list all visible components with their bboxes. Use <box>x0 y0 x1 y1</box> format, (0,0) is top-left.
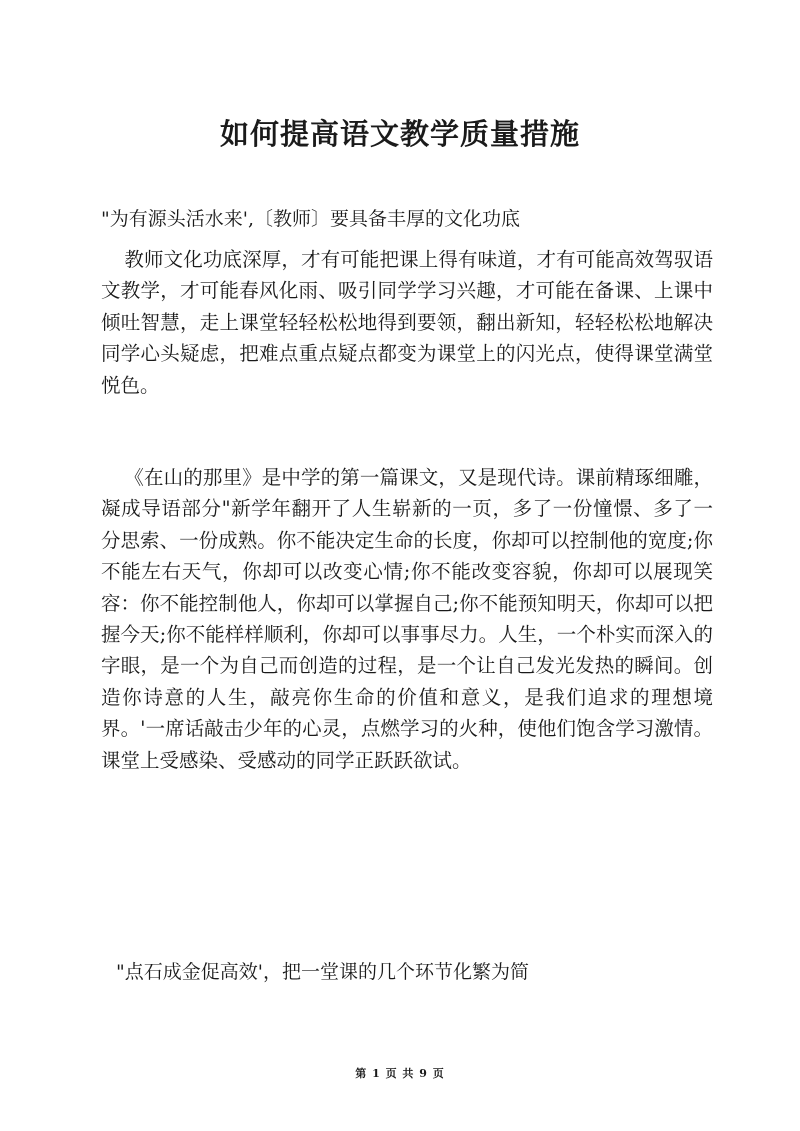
section-heading-teacher-culture: "为有源头活水来',〔教师〕要具备丰厚的文化功底 <box>101 208 521 230</box>
section-heading-efficiency: "点石成金促高效'，把一堂课的几个环节化繁为简 <box>116 961 529 983</box>
page-number-footer: 第 1 页 共 9 页 <box>355 1067 445 1080</box>
paragraph-teacher-culture: 教师文化功底深厚，才有可能把课上得有味道，才有可能高效驾驭语文教学，才可能春风化雨、吸引同学学习兴趣，才可能在备课、上课中倾吐智慧，走上课堂轻轻松松地得到要领，翻出新知，轻轻松松地解决同学心头疑虑，把难点重点疑点都变为课堂上的闪光点，使得课堂满堂悦色。 <box>101 248 713 397</box>
document-title: 如何提高语文教学质量措施 <box>219 117 580 151</box>
paragraph-lesson-example: 《在山的那里》是中学的第一篇课文，又是现代诗。课前精琢细雕，凝成导语部分"新学年翻开了人生崭新的一页，多了一份憧憬、多了一分思索、一份成熟。你不能决定生命的长度，你却可以控制他的宽度;你不能左右天气，你却可以改变心情;你不能改变容貌，你却可以展现笑容：你不能控制他人，你却可以掌握自己;你不能预知明天，你却可以把握今天;你不能样样顺利，你却可以事事尽力。人生，一个朴实而深入的字眼，是一个为自己而创造的过程，是一个让自己发光发热的瞬间。创造你诗意的人生，敲亮你生命的价值和意义，是我们追求的理想境界。'一席话敲击少年的心灵，点燃学习的火种，使他们饱含学习激情。课堂上受感染、受感动的同学正跃跃欲试。 <box>101 466 713 772</box>
